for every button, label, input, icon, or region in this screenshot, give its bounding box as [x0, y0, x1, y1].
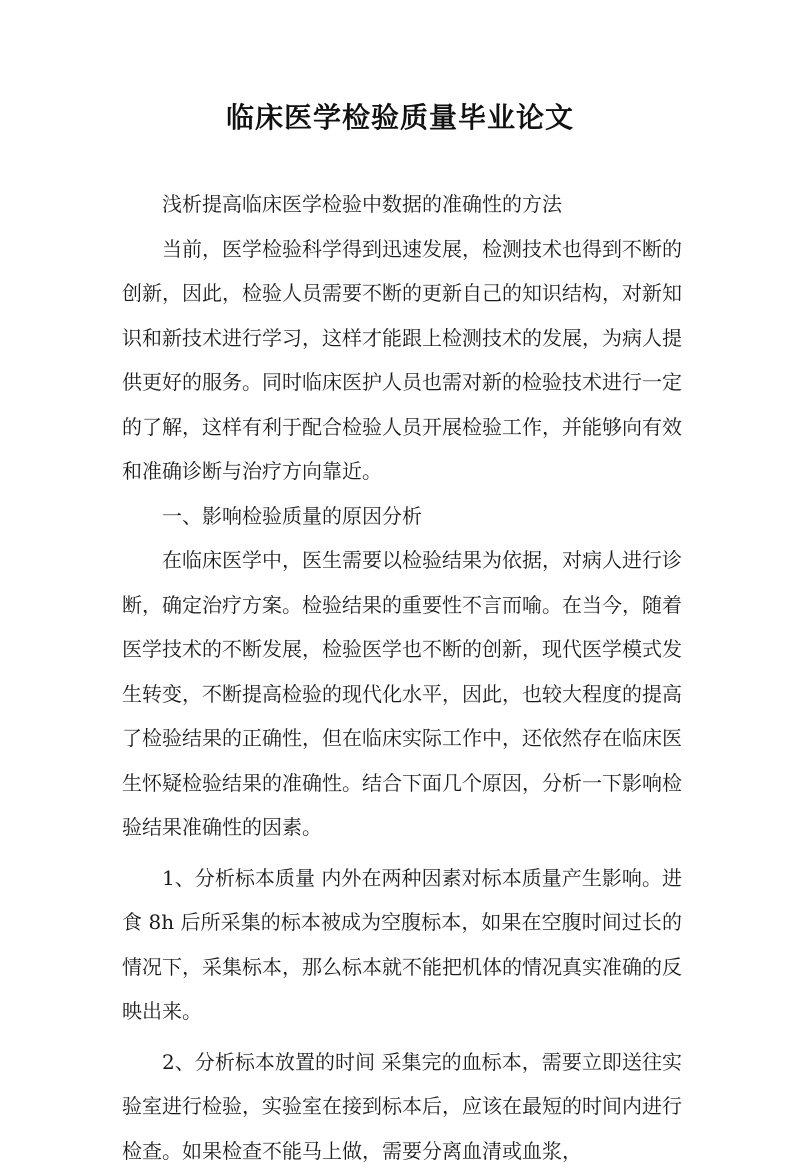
item-1-paragraph: 1、分析标本质量 内外在两种因素对标本质量产生影响。进食 8h 后所采集的标本被成为空腹标本，如果在空腹时间过长的情况下，采集标本，那么标本就不能把机体的情况真实准确的反映出来。 — [122, 856, 682, 1034]
analysis-paragraph: 在临床医学中，医生需要以检验结果为依据，对病人进行诊断，确定治疗方案。检验结果的重要性不言而喻。在当今，随着医学技术的不断发展，检验医学也不断的创新，现代医学模式发生转变，不断提高检验的现代化水平，因此，也较大程度的提高了检验结果的正确性，但在临床实际工作中，还依然存在临床医生怀疑检验结果的准确性。结合下面几个原因，分析一下影响检验结果准确性的因素。 — [122, 538, 682, 850]
document-title: 临床医学检验质量毕业论文 — [0, 96, 800, 136]
document-body — [122, 182, 682, 1173]
intro-paragraph: 当前，医学检验科学得到迅速发展，检测技术也得到不断的创新，因此，检验人员需要不断的更新自己的知识结构，对新知识和新技术进行学习，这样才能跟上检测技术的发展，为病人提供更好的服务。同时临床医护人员也需对新的检验技术进行一定的了解，这样有利于配合检验人员开展检验工作，并能够向有效和准确诊断与治疗方向靠近。 — [122, 227, 682, 494]
subtitle-paragraph: 浅析提高临床医学检验中数据的准确性的方法 — [122, 182, 682, 227]
section-heading: 一、影响检验质量的原因分析 — [122, 494, 682, 539]
item-2-paragraph: 2、分析标本放置的时间 采集完的血标本，需要立即送往实验室进行检验，实验室在接到标本后，应该在最短的时间内进行检查。如果检查不能马上做，需要分离血清或血浆， — [122, 1040, 682, 1173]
